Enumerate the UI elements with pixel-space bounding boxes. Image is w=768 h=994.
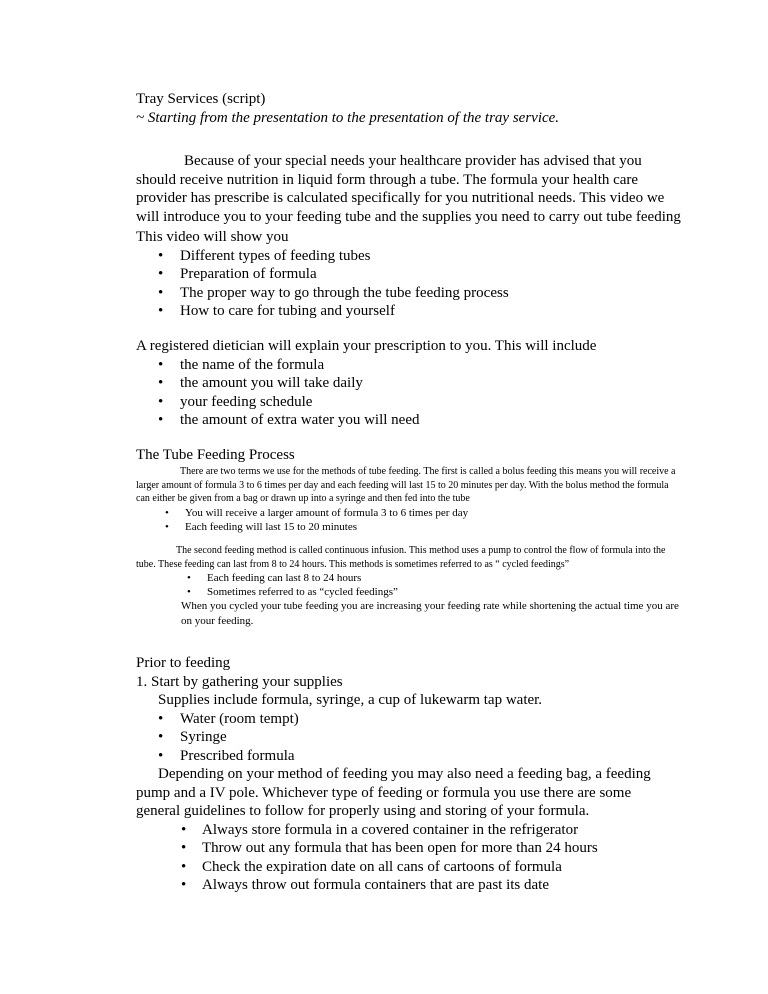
- bolus-paragraph: There are two terms we use for the methods of tube feeding. The first is called a bolus feeding this means you will receive a larger amount of formula 3 to 6 times per day and each feeding will last 15 to 20 minutes per day. With the bolus method the formula can either be given from a bag or drawn up into a syringe and then fed into the tube: [136, 466, 676, 504]
- list-item: • Syringe: [136, 728, 676, 747]
- dietician-heading: A registered dietician will explain your prescription to you. This will include: [136, 338, 597, 354]
- video-heading: This video will show you: [136, 229, 289, 245]
- list-item: • Prescribed formula: [136, 747, 676, 766]
- guidelines-list: [136, 821, 676, 895]
- list-item: • the amount of extra water you will need: [136, 411, 696, 430]
- supplies-text: Supplies include formula, syringe, a cup of lukewarm tap water.: [158, 692, 543, 708]
- dietician-list: [136, 356, 696, 430]
- list-item: • How to care for tubing and yourself: [136, 302, 696, 321]
- list-item: • Different types of feeding tubes: [136, 247, 696, 266]
- list-item: • Always store formula in a covered container in the refrigerator: [136, 821, 676, 840]
- list-item: • The proper way to go through the tube feeding process: [136, 284, 696, 303]
- step-one: 1. Start by gathering your supplies: [136, 673, 343, 690]
- list-item: • Each feeding can last 8 to 24 hours: [207, 571, 684, 585]
- continuous-section: [136, 544, 684, 629]
- video-section: [136, 228, 696, 321]
- list-item: • the name of the formula: [136, 356, 696, 375]
- continuous-list: [136, 571, 684, 599]
- dietician-section: [136, 337, 696, 430]
- doc-title: Tray Services (script): [136, 91, 266, 107]
- list-item: • Preparation of formula: [136, 265, 696, 284]
- bolus-section: [136, 465, 684, 534]
- list-item: • the amount you will take daily: [136, 374, 696, 393]
- continuous-paragraph: The second feeding method is called continuous infusion. This method uses a pump to control the flow of formula into the tube. These feeding can last from 8 to 24 hours. This methods is sometimes referred to as “ cycled feedings”: [136, 545, 666, 570]
- doc-subtitle: ~ Starting from the presentation to the presentation of the tray service.: [136, 109, 560, 126]
- cycled-note: When you cycled your tube feeding you are increasing your feeding rate while shortening the actual time you are on your feeding.: [181, 600, 679, 627]
- prior-section: [136, 654, 676, 895]
- list-item: • Sometimes referred to as “cycled feedings”: [207, 585, 684, 599]
- intro-paragraph: Because of your special needs your healthcare provider has advised that you should receive nutrition in liquid form through a tube. The formula your health care provider has prescribe is calculated specifically for you nutritional needs. This video we will introduce you to your feeding tube and the supplies you need to carry out tube feeding: [136, 153, 681, 225]
- prior-heading: Prior to feeding: [136, 655, 231, 671]
- intro-paragraph-block: [136, 152, 684, 226]
- supplies-list: [136, 710, 676, 766]
- process-heading: The Tube Feeding Process: [136, 447, 295, 463]
- list-item: • Check the expiration date on all cans of cartoons of formula: [136, 858, 676, 877]
- video-list: [136, 247, 696, 321]
- bolus-list: [136, 506, 684, 534]
- list-item: • Each feeding will last 15 to 20 minutes: [185, 520, 684, 534]
- guidelines-paragraph: Depending on your method of feeding you may also need a feeding bag, a feeding pump and a IV pole. Whichever type of feeding or formula you use there are some general guidelines to follow for properly using and storing of your formula.: [136, 766, 651, 819]
- list-item: • your feeding schedule: [136, 393, 696, 412]
- title-block: [136, 90, 696, 127]
- list-item: • Throw out any formula that has been open for more than 24 hours: [136, 839, 676, 858]
- list-item: • You will receive a larger amount of formula 3 to 6 times per day: [185, 506, 684, 520]
- list-item: • Water (room tempt): [136, 710, 676, 729]
- list-item: • Always throw out formula containers that are past its date: [136, 876, 676, 895]
